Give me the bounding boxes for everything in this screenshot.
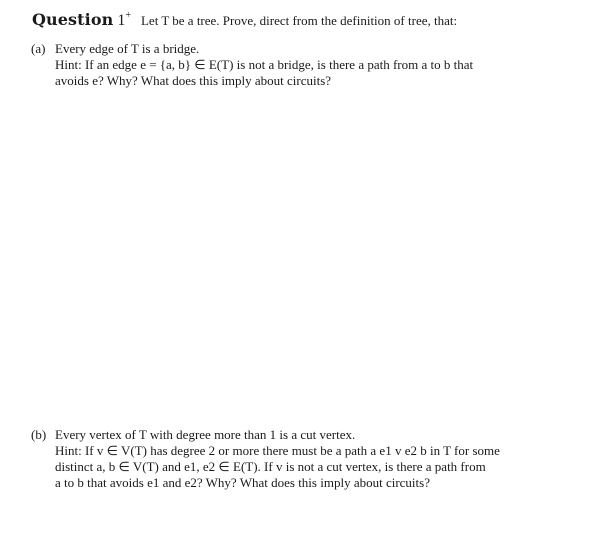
part-a-statement: Every edge of T is a bridge. (55, 41, 200, 56)
question-label: Question (32, 10, 114, 29)
part-b-label: (b) (31, 427, 47, 442)
part-a (31, 41, 576, 89)
part-a-label: (a) (31, 41, 46, 56)
part-b-hint-line: a to b that avoids e1 and e2? Why? What does this imply about circuits? (55, 475, 430, 490)
part-b-statement: Every vertex of T with degree more than 1 is a cut vertex. (55, 427, 356, 442)
question-stem: Let T be a tree. Prove, direct from the definition of tree, that: (140, 13, 458, 28)
part-a-hint-line: avoids e? Why? What does this imply about circuits? (55, 73, 332, 88)
part-b-hint-line: distinct a, b ∈ V(T) and e1, e2 ∈ E(T). If v is not a cut vertex, is there a path from (55, 459, 486, 474)
question-header (32, 10, 457, 30)
part-b-hint-line: Hint: If v ∈ V(T) has degree 2 or more there must be a path a e1 v e2 b in T for some (55, 443, 500, 458)
part-a-hint-line: Hint: If an edge e = {a, b} ∈ E(T) is not a bridge, is there a path from a to b that (55, 57, 474, 72)
part-a-hint (55, 57, 576, 89)
part-b (31, 427, 576, 491)
question-mark: + (125, 9, 131, 21)
part-b-hint (55, 443, 576, 491)
question-number: 1+ (117, 9, 131, 29)
